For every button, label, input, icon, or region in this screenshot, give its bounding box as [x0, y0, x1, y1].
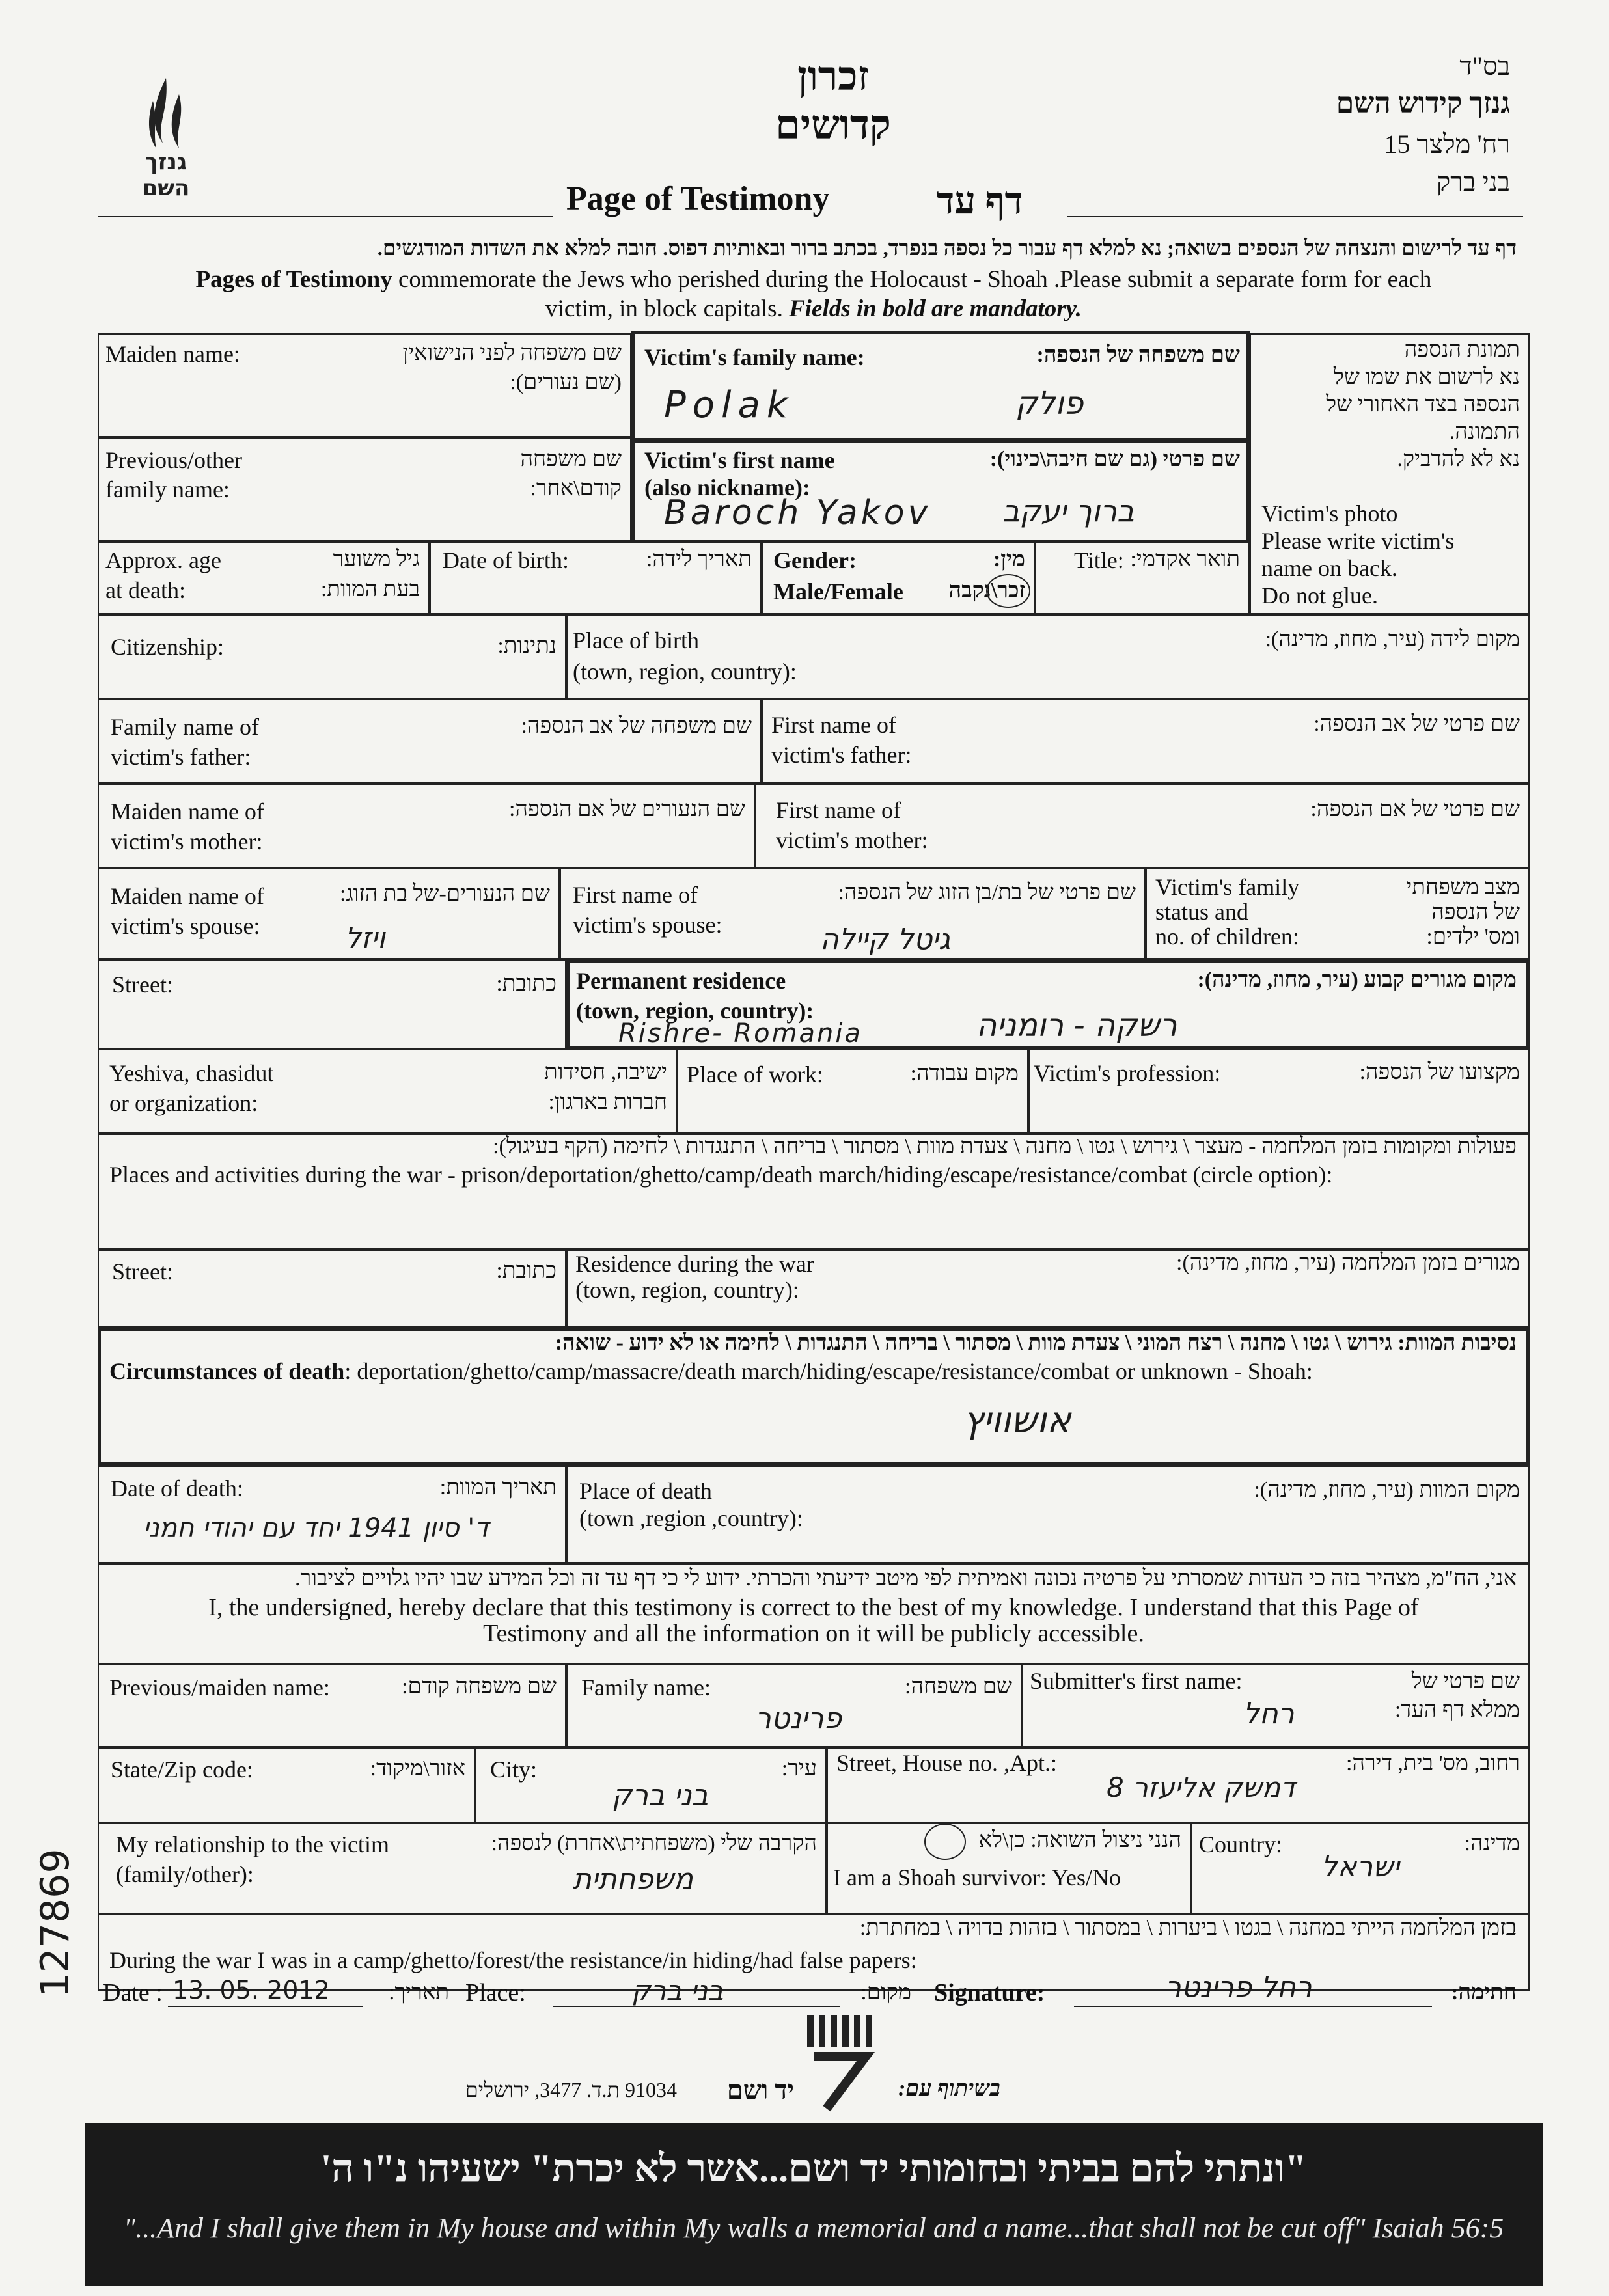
- work-label: Place of work:: [687, 1061, 823, 1087]
- maiden-name-label-he2: (שם נעורים):: [510, 370, 622, 394]
- father-first-label-he: שם פרטי של אב הנספה:: [1313, 712, 1520, 736]
- intro-en-line2-text: victim, in block capitals.: [545, 295, 790, 322]
- relationship-value: משפחתית: [573, 1863, 693, 1896]
- city-label: City:: [490, 1756, 538, 1783]
- war-residence-label-2: (town, region, country):: [575, 1277, 799, 1303]
- father-family-label-he: שם משפחה של אב הנספה:: [521, 714, 752, 738]
- address-label: Street, House no. ,Apt.:: [836, 1750, 1057, 1776]
- place-label: Place:: [465, 1979, 526, 2006]
- status-label-3: no. of children:: [1155, 923, 1299, 950]
- cooperation-he: בשיתוף עם:: [898, 2077, 1000, 2101]
- submitter-first-value: רחל: [1243, 1697, 1295, 1730]
- yad-vashem-he: יד ושם: [726, 2075, 794, 2105]
- zip-label-he: אזור\מיקוד:: [370, 1756, 465, 1781]
- victim-family-name-value-he: פולק: [1015, 385, 1084, 422]
- spouse-first-value: גיטל קיילה: [820, 923, 951, 956]
- ganzach-logo: [117, 72, 215, 202]
- photo-he-5: נא לא להדביק.: [1397, 447, 1520, 471]
- previous-family-name-he1: שם משפחה: [520, 447, 622, 471]
- declaration-en-2: Testimony and all the information on it will be publicly accessible.: [483, 1620, 1144, 1647]
- status-label-1: Victim's family: [1155, 874, 1300, 900]
- war-residence-label-he: מגורים בזמן המלחמה (עיר, מחוז, מדינה):: [1176, 1251, 1520, 1275]
- submitter-prev-label: Previous/maiden name:: [109, 1674, 330, 1701]
- signature-underline: [1074, 2006, 1432, 2007]
- photo-en-4: Do not glue.: [1261, 582, 1378, 608]
- pod-label-1: Place of death: [579, 1478, 712, 1504]
- svg-text:השם: השם: [142, 175, 190, 201]
- victim-first-name-value-he: ברוך יעקב: [1002, 493, 1135, 528]
- spouse-first-label-2: victim's spouse:: [573, 912, 722, 938]
- banner-he: "ונתתי להם בביתי ובחומותי יד ושם...אשר לא יכרת" ישעיהו נ"ו ה': [320, 2147, 1307, 2190]
- circumstances-label-rest: : deportation/ghetto/camp/massacre/death march/hiding/escape/resistance/combat or unknown - Shoah:: [344, 1358, 1313, 1384]
- country-label: Country:: [1199, 1831, 1283, 1857]
- age-label-he2: בעת המוות:: [320, 577, 420, 601]
- residence-label-1: Permanent residence: [576, 968, 786, 994]
- org-street: רח' מלצר 15: [1384, 130, 1510, 159]
- signature-value[interactable]: רחל פרינטר: [1165, 1971, 1312, 2004]
- relationship-label-1: My relationship to the victim: [116, 1831, 389, 1857]
- signature-label: Signature:: [934, 1979, 1045, 2006]
- age-label-he1: גיל משוער: [333, 547, 420, 571]
- intro-en-line1: [117, 267, 1510, 293]
- address-label-he: רחוב, מס' בית, דירה:: [1345, 1751, 1520, 1775]
- photo-he-2: נא לרשום את שמו של: [1333, 365, 1520, 389]
- bsd-text: בס"ד: [1459, 51, 1510, 81]
- photo-en-2: Please write victim's: [1261, 528, 1455, 554]
- place-value[interactable]: בני ברק: [631, 1975, 724, 2006]
- country-label-he: מדינה:: [1464, 1831, 1520, 1855]
- mother-first-name-cell[interactable]: [755, 784, 1530, 868]
- age-label-2: at death:: [105, 577, 186, 603]
- relationship-label-2: (family/other):: [116, 1861, 254, 1887]
- victim-first-name-label-he: שם פרטי (גם שם חיבה\כינוי):: [989, 447, 1240, 471]
- org-city: בני ברק: [1436, 167, 1510, 197]
- date-label-he: תאריך:: [389, 1980, 449, 2004]
- dod-label-he: תאריך המוות:: [439, 1475, 557, 1499]
- submitter-family-label: Family name:: [581, 1674, 711, 1701]
- citizenship-label-he: נתינות:: [497, 634, 557, 658]
- pob-label-he: מקום לידה (עיר, מחוז, מדינה):: [1265, 627, 1520, 651]
- profession-label-he: מקצועו של הנספה:: [1359, 1060, 1520, 1084]
- header-rule-right: [1067, 216, 1523, 217]
- father-family-name-cell[interactable]: [98, 699, 762, 784]
- maiden-name-label-he1: שם משפחה לפני הנישואין: [402, 341, 622, 365]
- survivor-label-he: הנני ניצול השואה: כן\לא: [978, 1828, 1181, 1852]
- gender-label-2: Male/Female: [773, 579, 903, 605]
- dob-label: Date of birth:: [443, 547, 569, 573]
- gender-label-he: מין:: [993, 547, 1025, 571]
- yeshiva-label-1: Yeshiva, chasidut: [109, 1060, 274, 1086]
- gender-label: Gender:: [773, 547, 857, 573]
- submitter-first-label-he1: שם פרטי של: [1411, 1669, 1520, 1693]
- street-label-he: כתובת:: [496, 972, 557, 996]
- header-rule-left: [98, 216, 553, 217]
- intro-en-mandatory: Fields in bold are mandatory.: [789, 295, 1082, 322]
- victim-family-name-label: Victim's family name:: [644, 344, 865, 370]
- survivor-no-circle: [924, 1824, 966, 1860]
- citizenship-label: Citizenship:: [111, 634, 224, 660]
- submitter-war-label: During the war I was in a camp/ghetto/forest/the resistance/in hiding/had false papers:: [109, 1947, 917, 1973]
- status-label-he1: מצב משפחתי: [1406, 875, 1520, 899]
- intro-en-bold: Pages of Testimony: [195, 266, 392, 293]
- mother-first-label-2: victim's mother:: [776, 827, 928, 853]
- pod-label-he: מקום המוות (עיר, מחוז, מדינה):: [1254, 1478, 1520, 1502]
- pob-label-1: Place of birth: [573, 627, 699, 653]
- submitter-prev-label-he: שם משפחה קודם:: [402, 1674, 557, 1699]
- submitter-war-label-he: בזמן המלחמה הייתי במחנה \ בגטו \ ביערות \ במסתור \ בזהות בדויה \ במחתרת:: [859, 1916, 1517, 1940]
- circumstances-label-he: נסיבות המוות: גירוש \ גטו \ מחנה \ רצח המוני \ צעדת מוות \ מסתור \ בריחה \ התנגדות \ לחימה או לא ידוע - שואה:: [555, 1331, 1517, 1355]
- title-label-he: תואר אקדמי:: [1130, 547, 1240, 571]
- profession-label: Victim's profession:: [1034, 1060, 1221, 1086]
- mother-first-label-1: First name of: [776, 797, 901, 823]
- age-label-1: Approx. age: [105, 547, 221, 573]
- org-name: גנזך קידוש השם: [1336, 87, 1510, 119]
- victim-first-name-label-2: (also nickname):: [644, 474, 810, 500]
- status-label-2: status and: [1155, 899, 1248, 925]
- spouse-maiden-label-2: victim's spouse:: [111, 913, 260, 939]
- previous-family-name-label-1: Previous/other: [105, 447, 242, 473]
- zip-label: State/Zip code:: [111, 1756, 253, 1783]
- banner-en: "...And I shall give them in My house and within My walls a memorial and a name...that shall not be cut off" Isaiah 56:5: [123, 2212, 1504, 2244]
- date-value[interactable]: 13. 05. 2012: [172, 1976, 330, 2004]
- circumstances-label-bold: Circumstances of death: [109, 1358, 345, 1384]
- photo-he-4: התמונה.: [1449, 420, 1520, 444]
- victim-first-name-value: Baroch Yakov: [664, 493, 931, 532]
- father-first-label-1: First name of: [771, 712, 896, 738]
- residence-value-he: רשקה - רומניה: [976, 1007, 1177, 1044]
- residence-label-2: (town, region, country):: [576, 998, 814, 1024]
- gender-label-he2: זכר\נקבה: [948, 579, 1025, 603]
- mother-maiden-label-1: Maiden name of: [111, 799, 264, 825]
- submitter-family-value: פרינטר: [755, 1702, 842, 1735]
- dod-value: ד' סיון 1941 יחד עם יהודי חמני: [143, 1513, 489, 1543]
- title-he-page: דף עד: [936, 180, 1023, 222]
- svg-text:גנזך: גנזך: [145, 149, 187, 175]
- street-label: Street:: [112, 972, 173, 998]
- yeshiva-label-he2: חברות בארגון:: [548, 1090, 667, 1114]
- photo-en-1: Victim's photo: [1261, 500, 1398, 526]
- victim-family-name-value: Polak: [664, 384, 795, 426]
- spouse-first-label-1: First name of: [573, 882, 698, 908]
- relationship-label-he: הקרבה שלי (משפחתית\אחרת) לנספה:: [491, 1831, 817, 1855]
- title-he-line1: זכרון: [797, 55, 869, 99]
- maiden-name-label: Maiden name:: [105, 341, 240, 367]
- country-value: ישראל: [1321, 1850, 1400, 1883]
- spouse-maiden-label-1: Maiden name of: [111, 883, 264, 909]
- circumstances-value: אושוויץ: [963, 1399, 1071, 1442]
- gender-male-circle: [986, 574, 1030, 608]
- war-residence-label-1: Residence during the war: [575, 1251, 814, 1277]
- war-street-label: Street:: [112, 1259, 173, 1285]
- father-family-label-1: Family name of: [111, 714, 259, 740]
- dod-label: Date of death:: [111, 1475, 243, 1501]
- photo-he-1: תמונת הנספה: [1404, 338, 1520, 362]
- previous-family-name-he2: קודם\אחר:: [530, 476, 622, 500]
- side-record-number: 127869: [33, 1848, 78, 1998]
- declaration-he: אני, הח"מ, מצהיר בזה כי העדות שמסרתי על פרטיה נכונה ואמיתית לפי מיטב ידיעתי והכרתי. ידוע לי כי דף עד זה וכל המידע שבו יהיו גלויים לציבור.: [295, 1566, 1517, 1591]
- place-underline: [553, 2006, 840, 2007]
- survivor-label: I am a Shoah survivor: Yes/No: [833, 1865, 1121, 1891]
- mother-maiden-label-he: שם הנעורים של אם הנספה:: [508, 797, 745, 821]
- previous-family-name-label-2: family name:: [105, 476, 230, 502]
- title-label: Title:: [1074, 547, 1124, 573]
- status-label-he2: של הנספה: [1431, 900, 1520, 924]
- pod-label-2: (town ,region ,country):: [579, 1505, 803, 1531]
- title-he-line2: קדושים: [775, 103, 891, 148]
- intro-en-rest: commemorate the Jews who perished during the Holocaust - Shoah .Please submit a separate form for each: [392, 266, 1432, 293]
- father-first-label-2: victim's father:: [771, 742, 912, 768]
- war-activities-label: Places and activities during the war - prison/deportation/ghetto/camp/death march/hiding/escape/resistance/combat (circle option):: [109, 1162, 1333, 1188]
- mother-first-label-he: שם פרטי של אם הנספה:: [1310, 797, 1520, 821]
- work-label-he: מקום עבודה:: [910, 1061, 1019, 1086]
- pob-label-2: (town, region, country):: [573, 659, 797, 685]
- spouse-first-label-he: שם פרטי של בת/בן הזוג של הנספה:: [838, 881, 1136, 905]
- victim-family-name-label-he: שם משפחה של הנספה:: [1036, 343, 1240, 367]
- mother-maiden-label-2: victim's mother:: [111, 828, 263, 854]
- city-label-he: עיר:: [781, 1756, 817, 1781]
- yeshiva-label-he1: ישיבה, חסידות: [543, 1060, 667, 1084]
- dob-label-he: תאריך לידה:: [646, 547, 752, 571]
- circumstances-label: [109, 1359, 1313, 1384]
- residence-value-latin: Rishre- Romania: [618, 1018, 863, 1048]
- address-value: דמשק אליעזר 8: [1107, 1771, 1296, 1803]
- date-underline: [168, 2006, 363, 2007]
- father-family-label-2: victim's father:: [111, 744, 251, 770]
- spouse-maiden-label-he: שם הנעורים-של בת הזוג:: [340, 882, 550, 906]
- date-label: Date :: [103, 1979, 163, 2006]
- place-label-he: מקום:: [860, 1980, 911, 2004]
- war-street-label-he: כתובת:: [496, 1259, 557, 1283]
- intro-en-line2: [117, 296, 1510, 322]
- signature-label-he: חתימה:: [1451, 1980, 1517, 2004]
- yad-vashem-logo: [801, 2011, 879, 2115]
- status-label-he3: ומס' ילדים:: [1426, 925, 1520, 949]
- victim-first-name-label-1: Victim's first name: [644, 447, 835, 473]
- spouse-maiden-value: ויזל: [345, 922, 386, 955]
- yad-vashem-address: 91034 ת.ד. 3477, ירושלים: [465, 2078, 677, 2101]
- declaration-en-1: I, the undersigned, hereby declare that this testimony is correct to the best of my knowledge. I understand that this Page of: [208, 1594, 1419, 1621]
- intro-he: דף עד לרישום והנצחה של הנספים בשואה; נא למלא דף עבור כל נספה בנפרד, בכתב ברור ובאותיות דפוס. חובה למלא את השדות המודגשים.: [377, 237, 1517, 260]
- submitter-first-label-he2: ממלא דף העד:: [1394, 1698, 1520, 1722]
- yeshiva-label-2: or organization:: [109, 1090, 258, 1116]
- city-value: בני ברק: [612, 1779, 709, 1812]
- war-activities-label-he: פעולות ומקומות בזמן המלחמה - מעצר \ גירוש \ גטו \ מחנה \ צעדת מוות \ מסתור \ בריחה \ התנגדות \ לחימה (הקף בעיגול):: [493, 1134, 1517, 1158]
- photo-en-3: name on back.: [1261, 555, 1397, 581]
- mother-maiden-name-cell[interactable]: [98, 784, 755, 868]
- submitter-first-label: Submitter's first name:: [1030, 1668, 1243, 1694]
- title-en: Page of Testimony: [566, 180, 830, 217]
- photo-he-3: הנספה בצד האחורי של: [1326, 392, 1520, 417]
- residence-label-he: מקום מגורים קבוע (עיר, מחוז, מדינה):: [1197, 968, 1517, 992]
- submitter-family-label-he: שם משפחה:: [905, 1674, 1012, 1699]
